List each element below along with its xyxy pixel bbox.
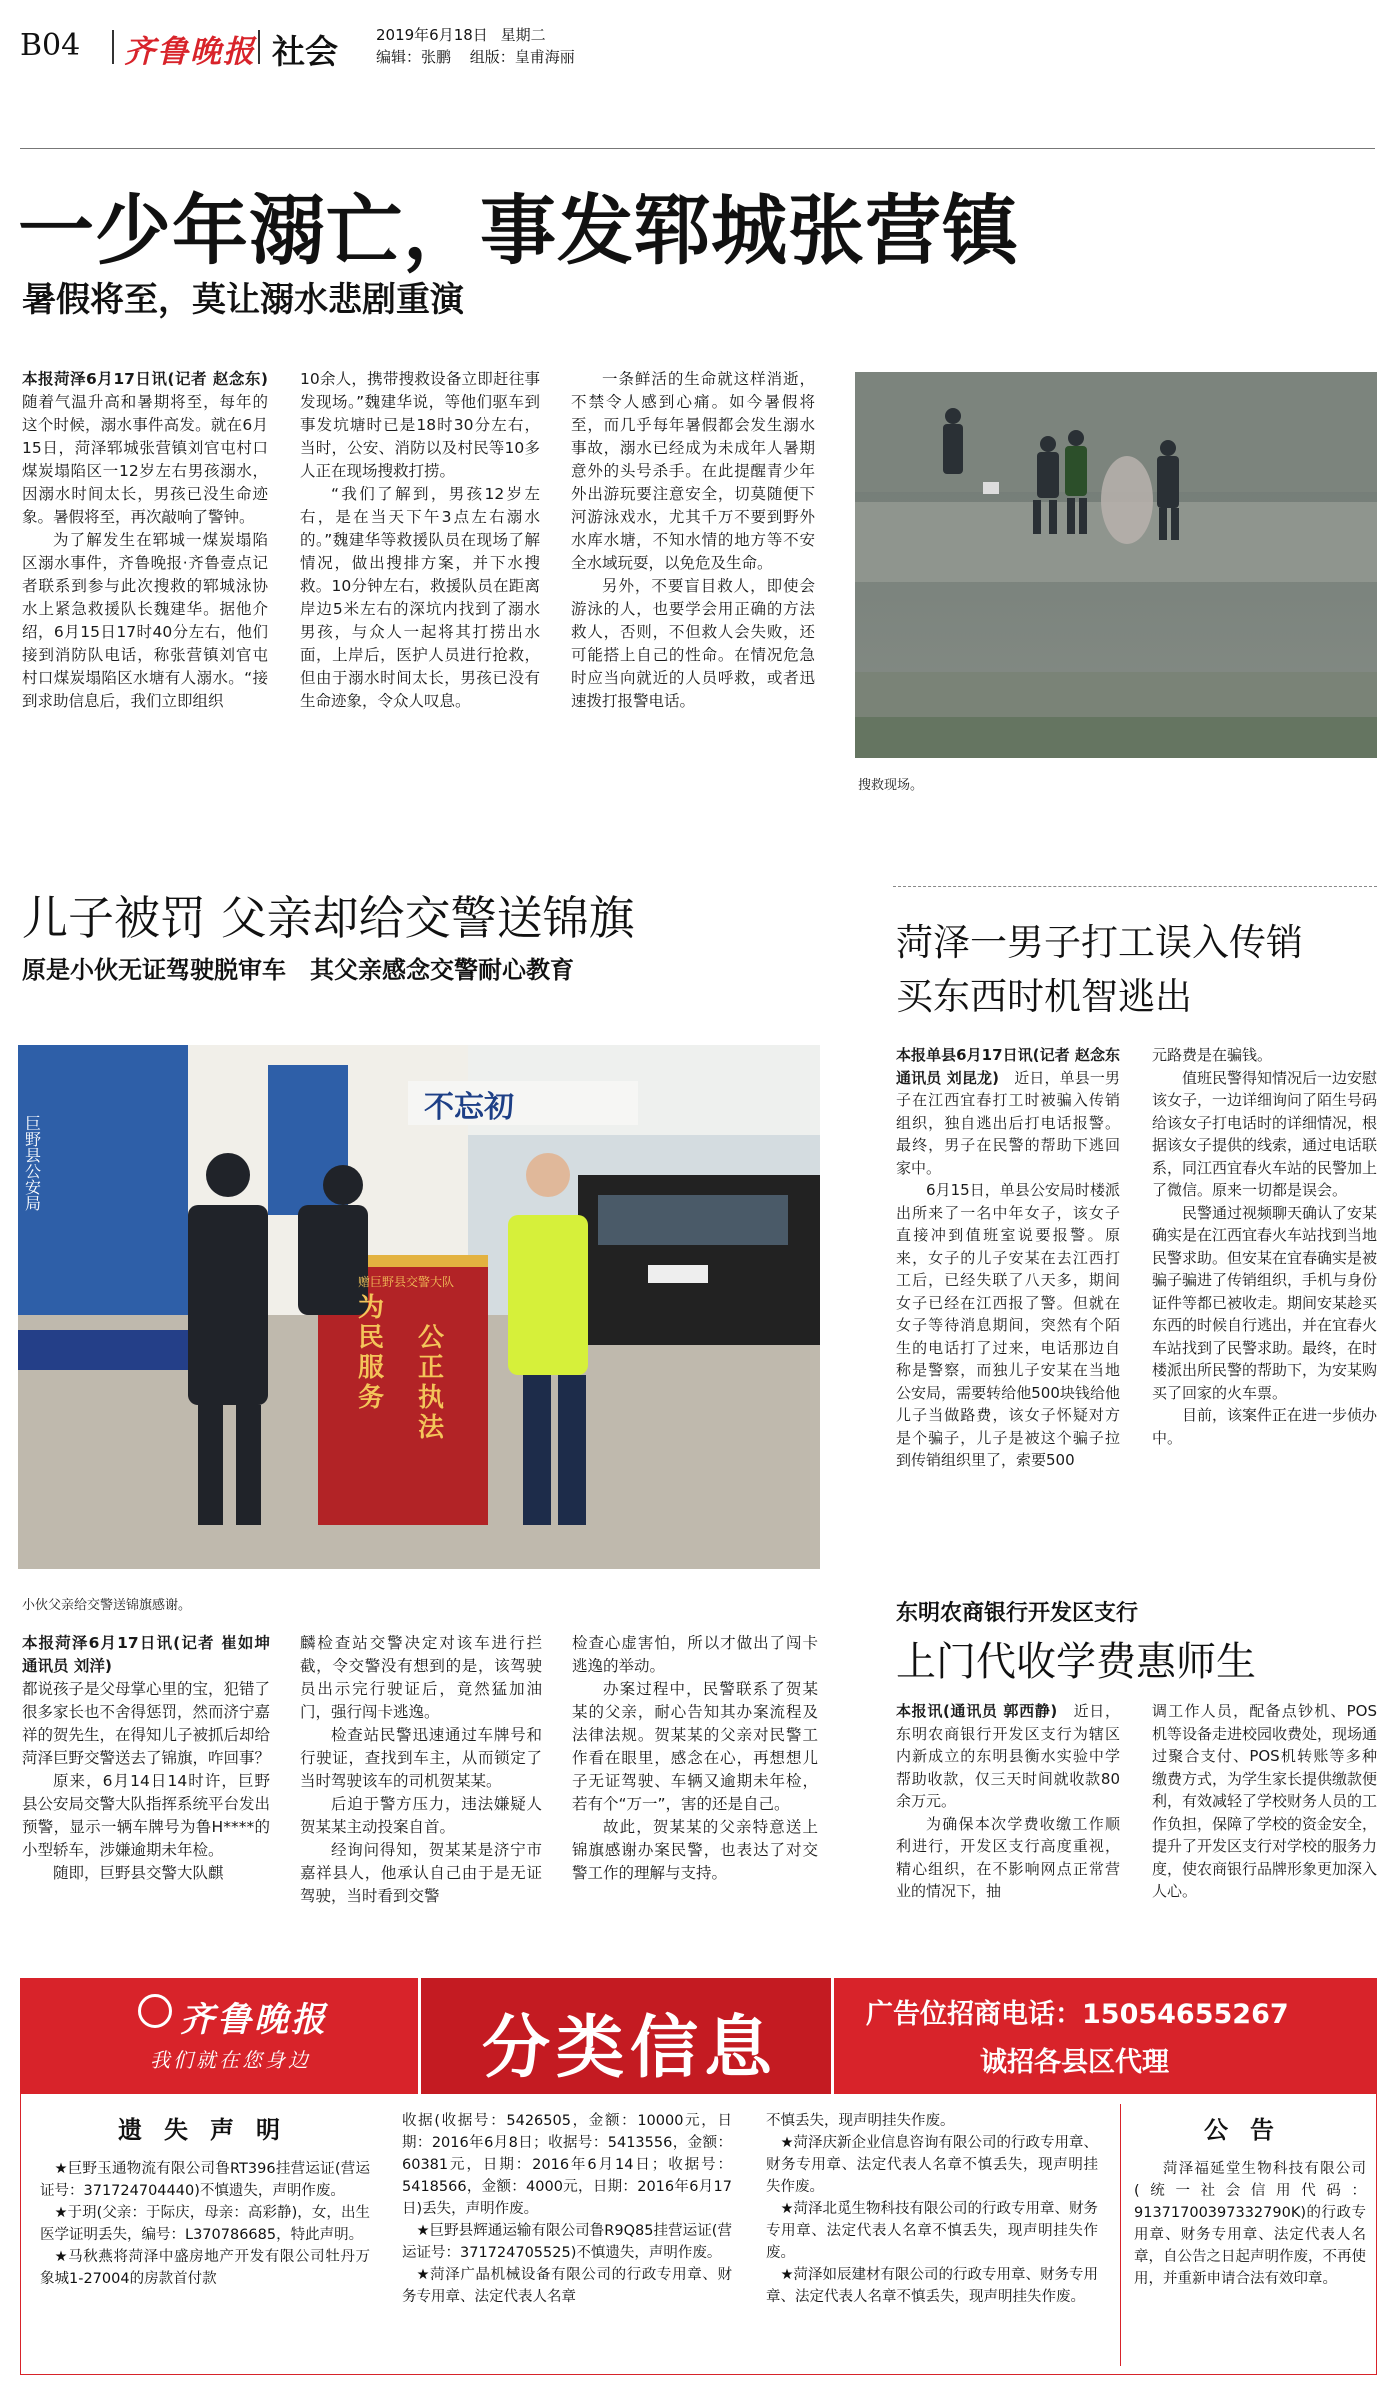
story4-byline: 本报讯(通讯员 郭西静) (896, 1702, 1058, 1720)
header-divider (112, 30, 114, 64)
story2-col1-p1: 都说孩子是父母掌心里的宝，犯错了很多家长也不舍得惩罚，然而济宁嘉祥的贺先生，在得知儿子被抓后却给菏泽巨野交警送去了锦旗，咋回事？ (22, 1680, 271, 1767)
header-divider-2 (258, 30, 260, 64)
story4-col1 (896, 1700, 1120, 1903)
story2-col2-p2: 检查站民警迅速通过车牌号和行驶证，查找到车主，从而锁定了当时驾驶该车的司机贺某某。 (300, 1726, 542, 1790)
lost-item-3: ★马秋燕将菏泽中盛房地产开发有限公司牡丹万象城1-27004的房款首付款 (40, 2249, 370, 2287)
banner-text-2: 公正执法 (418, 1323, 445, 1443)
story1-byline: 本报菏泽6月17日讯(记者 赵念东) (22, 370, 268, 388)
story1-col2-p2: “我们了解到，男孩12岁左右，是在当天下午3点左右溺水的。”魏建华等救援队员在现场了解情况，做出搜排方案，并下水搜救。10分钟左右，救援队员在距离岸边5米左右的深坑内找到了溺水男孩，与众人一起将其打捞出水面，上岸后，医护人员进行抢救，但由于溺水时间太长，男孩已没有生命迹象，令众人叹息。 (300, 485, 540, 710)
board-sign-text: 不忘初 (424, 1090, 514, 1125)
lost-notice-title: 遗失声明 (118, 2116, 302, 2144)
story1-col3-p1: 一条鲜活的生命就这样消逝，不禁令人感到心痛。如今暑假将至，而几乎每年暑假都会发生溺水事故，溺水已经成为未成年人暑期意外的头号杀手。在此提醒青少年外出游玩要注意安全，切莫随便下河游泳戏水，尤其千万不要到野外水库水塘，不知水情的地方等不安全水域玩耍，以免危及生命。 (571, 370, 815, 572)
story2-col3-p1: 检查心虚害怕，所以才做出了闯卡逃逸的举动。 (572, 1634, 818, 1675)
story2-col1-p3: 随即，巨野县交警大队麒 (53, 1864, 224, 1882)
story2-col1-p2: 原来，6月14日14时许，巨野县公安局交警大队指挥系统平台发出预警，显示一辆车牌号为鲁H****的小型轿车，涉嫌逾期未年检。 (22, 1772, 271, 1859)
public-notice-body: 菏泽福延堂生物科技有限公司(统一社会信用代码：91371700397332790K)的行政专用章、财务专用章、法定代表人名章，自公告之日起声明作废，不再使用，并重新申请合法有效印章。 (1134, 2161, 1366, 2287)
header-date (376, 24, 546, 45)
story4-col1-p2: 为确保本次学费收缴工作顺利进行，开发区支行高度重视，精心组织，在不影响网点正常营业的情况下，抽 (896, 1814, 1120, 1900)
story2-byline: 本报菏泽6月17日讯(记者 崔如坤 通讯员 刘洋) (22, 1634, 286, 1675)
lost-col3 (766, 2110, 1098, 2308)
layout-editor: 组版：皇甫海丽 (469, 48, 575, 66)
banner-photo (18, 1045, 820, 1569)
page-number: B04 (20, 28, 81, 63)
lost-item-5: ★菏泽广晶机械设备有限公司的行政专用章、财务专用章、法定代表人名章 (402, 2267, 732, 2305)
story4-col1-p1: 近日，东明农商银行开发区支行为辖区内新成立的东明县衡水实验中学帮助收款，仅三天时间就收款80余万元。 (896, 1702, 1120, 1810)
story4-kicker: 东明农商银行开发区支行 (896, 1601, 1139, 1626)
story3-col2-p4: 目前，该案件正在进一步侦办中。 (1152, 1406, 1378, 1447)
story1-col1-p2: 为了解发生在郓城一煤炭塌陷区溺水事件，齐鲁晚报·齐鲁壹点记者联系到参与此次搜救的郓城泳协水上紧急救援队长魏建华。据他介绍，6月15日17时40分左右，他们接到消防队电话，称张营镇刘官屯村口煤炭塌陷区水塘有人溺水。“接到求助信息后，我们立即组织 (22, 531, 268, 710)
classified-title: 分类信息 (481, 2009, 778, 2088)
lost-item-4: ★巨野县辉通运输有限公司鲁R9Q85挂营运证(营运证号：371724705525)不慎遗失，声明作废。 (402, 2223, 732, 2261)
story4-headline: 上门代收学费惠师生 (896, 1639, 1256, 1685)
date: 2019年6月18日 (376, 26, 488, 44)
classified-slogan: 我们就在您身边 (150, 2048, 311, 2072)
header-editor (376, 46, 575, 67)
story2-headline: 儿子被罚 父亲却给交警送锦旗 (22, 891, 635, 945)
weekday: 星期二 (500, 26, 546, 44)
story2-col2-p3: 后迫于警方压力，违法嫌疑人贺某某主动投案自首。 (300, 1795, 542, 1836)
banner-top-text: 赠巨野县交警大队 (357, 1275, 454, 1289)
classified-logo-icon (138, 1994, 172, 2028)
rescue-photo-image (855, 372, 1377, 758)
classified-banner (20, 1978, 1377, 2094)
lost-item-1: ★巨野玉通物流有限公司鲁RT396挂营运证(营运证号：371724704440)不慎遗失，声明作废。 (40, 2161, 370, 2199)
kiosk-sign-text: 巨野县公安局 (22, 1115, 42, 1211)
lost-item-2: ★于玥(父亲：于际庆，母亲：高彩静)，女，出生医学证明丢失，编号：L370786685，特此声明。 (40, 2205, 370, 2243)
story1-col3 (571, 368, 815, 713)
lost-item-5-cont: 不慎丢失，现声明挂失作废。 (766, 2113, 955, 2129)
lost-item-3-cont: 收据(收据号：5426505，金额：10000元，日期：2016年6月8日；收据号：5413556，金额：60381元，日期：2016年6月14日；收据号：5418566，金额：4000元，日期：2016年6月17日)丢失，声明作废。 (402, 2113, 732, 2217)
classified-recruit: 诚招各县区代理 (980, 2047, 1169, 2078)
story3-headline-2: 买东西时机智逃出 (896, 975, 1192, 1018)
lost-col1 (40, 2158, 370, 2290)
story2-col2 (300, 1632, 542, 1908)
story2-col3-p3: 故此，贺某某的父亲特意送上锦旗感谢办案民警，也表达了对交警工作的理解与支持。 (572, 1818, 818, 1882)
page-header (0, 0, 1395, 80)
story4-col2 (1152, 1700, 1377, 1903)
story3-col1 (896, 1044, 1136, 1472)
story1-col1 (22, 368, 268, 713)
lost-col2 (402, 2110, 732, 2308)
banner-photo-image (18, 1045, 820, 1569)
story2-col2-p1: 麟检查站交警决定对该车进行拦截，令交警没有想到的是，该驾驶员出示完行驶证后，竟然猛加油门，强行闯卡逃逸。 (300, 1634, 542, 1721)
story2-subhead: 原是小伙无证驾驶脱审车 其父亲感念交警耐心教育 (22, 956, 574, 984)
banner-photo-caption: 小伙父亲给交警送锦旗感谢。 (22, 1598, 192, 1613)
classified-hotline: 广告位招商电话：15054655267 (866, 1999, 1289, 2030)
story2-col3-p2: 办案过程中，民警联系了贺某某的父亲，耐心告知其办案流程及法律法规。贺某某的父亲对民警工作看在眼里，感念在心，再想想儿子无证驾驶、车辆又逾期未年检，若有个“万一”，害的还是自己。 (572, 1680, 818, 1813)
story2-col1 (22, 1632, 286, 1885)
lost-item-7: ★菏泽北觅生物科技有限公司的行政专用章、财务专用章、法定代表人名章不慎丢失，现声明挂失作废。 (766, 2201, 1098, 2261)
rescue-photo (855, 372, 1377, 758)
story1-col1-p1: 随着气温升高和暑期将至，每年的这个时候，溺水事件高发。就在6月15日，菏泽郓城张营镇刘官屯村口煤炭塌陷区一12岁左右男孩溺水，因溺水时间太长，男孩已没生命迹象。暑假将至，再次敲响了警钟。 (22, 393, 268, 526)
header-rule (20, 148, 1375, 149)
story1-col2 (300, 368, 540, 713)
paper-logo: 齐鲁晚报 (124, 34, 256, 70)
story3-col1-p2: 6月15日，单县公安局时楼派出所来了一名中年女子，该女子直接冲到值班室说要报警。原来，女子的儿子安某在去江西打工后，已经失联了八天多，期间女子已经在江西报了警。但就在女子等待消息期间，突然有个陌生的电话打了过来，电话那边自称是警察，而独儿子安某在当地公安局，需要转给他500块钱给他儿子当做路费，该女子怀疑对方是个骗子，儿子是被这个骗子拉到传销组织里了，索要500 (896, 1181, 1120, 1469)
story1-col3-p2: 另外，不要盲目救人，即使会游泳的人，也要学会用正确的方法救人，否则，不但救人会失败，还可能搭上自己的性命。在情况危急时应当向就近的人员呼救，或者迅速拨打报警电话。 (571, 577, 815, 710)
story1-subhead: 暑假将至，莫让溺水悲剧重演 (22, 280, 464, 320)
notice-divider (1120, 2104, 1121, 2366)
story1-headline: 一少年溺亡，事发郓城张营镇 (18, 186, 1019, 275)
story3-headline-1: 菏泽一男子打工误入传销 (896, 921, 1303, 964)
public-notice-title: 公告 (1204, 2116, 1296, 2144)
section-name: 社会 (272, 32, 338, 71)
story3-byline: 本报单县6月17日讯(记者 赵念东 通讯员 刘昆龙) (896, 1046, 1136, 1087)
story3-col2-p3: 民警通过视频聊天确认了安某确实是在江西宜春火车站找到当地民警求助。但安某在宜春确实是被骗子骗进了传销组织，手机与身份证件等都已被收走。期间安某趁买东西的时候自行逃出，并在宜春火车站找到了民警求助。最终，在时楼派出所民警的帮助下，为安某购买了回家的火车票。 (1152, 1203, 1378, 1402)
public-notice-text (1134, 2158, 1366, 2290)
story2-col2-p4: 经询问得知，贺某某是济宁市嘉祥县人，他承认自己由于是无证驾驶，当时看到交警 (300, 1841, 542, 1905)
story4-col2-p1: 调工作人员，配备点钞机、POS机等设备走进校园收费处，现场通过聚合支付、POS机转账等多种缴费方式，为学生家长提供缴款便利，有效减轻了学校财务人员的工作负担，保障了学校的资金安全，提升了开发区支行对学校的服务力度，使农商银行品牌形象更加深入人心。 (1152, 1702, 1378, 1900)
story3-col2-p2: 值班民警得知情况后一边安慰该女子，一边详细询问了陌生号码给该女子打电话时的详细情况，根据该女子提供的线索，通过电话联系，同江西宜春火车站的民警加上了微信。原来一切都是误会。 (1152, 1068, 1378, 1199)
right-column-divider (893, 886, 1377, 887)
lost-item-8: ★菏泽如辰建材有限公司的行政专用章、财务专用章、法定代表人名章不慎丢失，现声明挂失作废。 (766, 2267, 1098, 2305)
story3-col2-p1: 元路费是在骗钱。 (1152, 1046, 1273, 1064)
story3-col1-p1: 近日，单县一男子在江西宜春打工时被骗入传销组织，独自逃出后打电话报警。最终，男子在民警的帮助下逃回家中。 (896, 1068, 1120, 1177)
story1-col2-p1: 10余人，携带搜救设备立即赶往事发现场。”魏建华说，等他们驱车到事发坑塘时已是18时30分左右，当时，公安、消防以及村民等10多人正在现场搜救打捞。 (300, 370, 540, 480)
editor: 编辑：张鹏 (376, 48, 452, 66)
story3-col2 (1152, 1044, 1377, 1449)
classified-logo: 齐鲁晚报 (180, 2000, 328, 2040)
lost-item-6: ★菏泽庆新企业信息咨询有限公司的行政专用章、财务专用章、法定代表人名章不慎丢失，现声明挂失作废。 (766, 2135, 1098, 2195)
story2-col3 (572, 1632, 818, 1885)
rescue-photo-caption: 搜救现场。 (858, 778, 924, 793)
banner-text-1: 为民服务 (358, 1293, 385, 1413)
